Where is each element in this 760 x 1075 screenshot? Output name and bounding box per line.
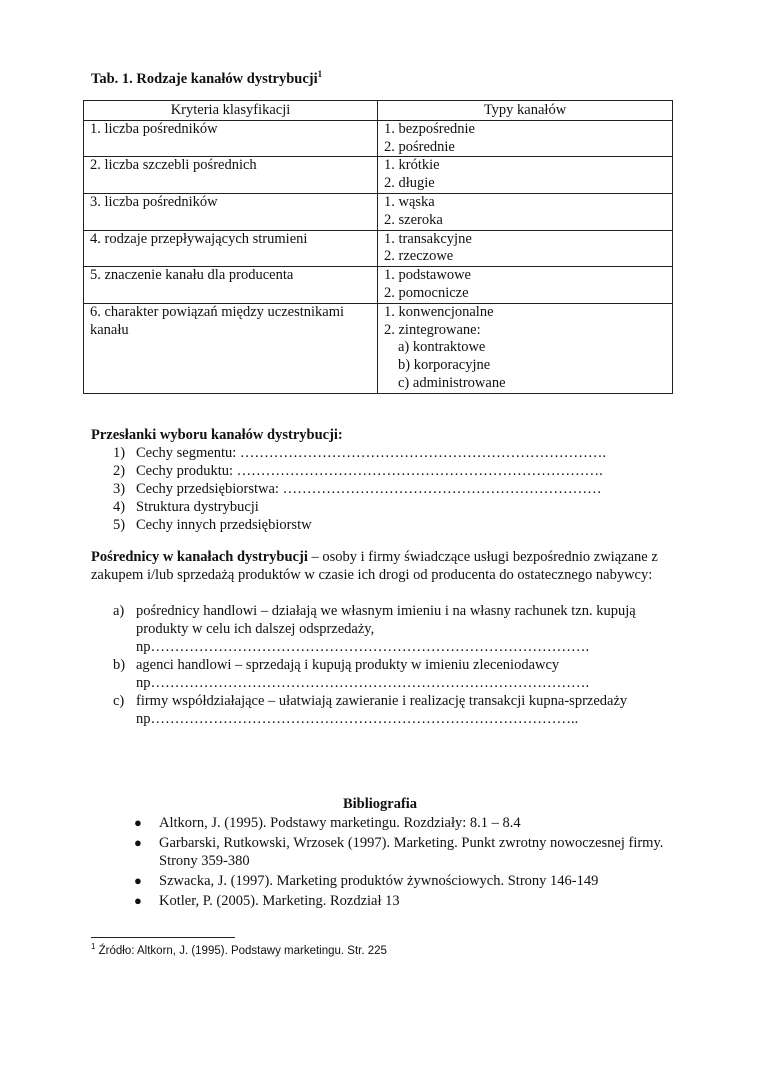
- list-item-text: firmy współdziałające – ułatwiają zawieranie i realizację transakcji kupna-sprzedaży: [136, 693, 628, 709]
- list-item-text: pośrednicy handlowi – działają we własnym imieniu i na własny rachunek tzn. kupują produkty w celu ich dalszej odsprzedaży,: [136, 603, 636, 637]
- list-item-text: agenci handlowi – sprzedają i kupują produkty w imieniu zleceniodawcy: [136, 657, 560, 673]
- posrednicy-list: [91, 602, 671, 728]
- subtype-item: b) korporacyjne: [398, 357, 491, 374]
- criterion-cell: 6. charakter powiązań między uczestnikami kanału: [84, 303, 378, 393]
- type-item: 2. pomocnicze: [384, 284, 469, 301]
- type-item: 1. krótkie: [384, 157, 440, 174]
- type-item: 2. pośrednie: [384, 138, 455, 155]
- types-cell: [378, 303, 673, 393]
- list-item-text: Cechy przedsiębiorstwa: …………………………………………………………: [136, 481, 602, 497]
- footnote-mark: 1: [91, 942, 96, 952]
- list-item: [91, 602, 671, 656]
- table-row: [84, 157, 673, 194]
- subtype-item: a) kontraktowe: [398, 339, 486, 356]
- list-item: [91, 516, 606, 534]
- bibliography-item: ● Altkorn, J. (1995). Podstawy marketingu. Rozdziały: 8.1 – 8.4: [134, 815, 521, 831]
- column-header-criteria: Kryteria klasyfikacji: [84, 101, 378, 121]
- bibliography-item: ● Garbarski, Rutkowski, Wrzosek (1997). Marketing. Punkt zwrotny nowoczesnej firmy. Strony 359-380: [134, 835, 664, 869]
- types-cell: [378, 230, 673, 267]
- table-caption: Tab. 1. Rodzaje kanałów dystrybucji$^1$: [91, 69, 323, 87]
- bullet-icon: ●: [134, 873, 142, 888]
- type-item: 1. podstawowe: [384, 267, 471, 284]
- type-item: 2. długie: [384, 175, 435, 192]
- table-row: [84, 230, 673, 267]
- list-letter: a): [113, 603, 125, 619]
- types-cell: [378, 157, 673, 194]
- list-item: [91, 444, 606, 462]
- table-row: [84, 193, 673, 230]
- section-heading-przeslanki: Przesłanki wyboru kanałów dystrybucji:: [91, 427, 343, 443]
- type-item: 1. konwencjonalne: [384, 303, 494, 320]
- table-header-row: [84, 101, 673, 121]
- posrednicy-definition: [91, 548, 671, 584]
- bullet-icon: ●: [134, 893, 142, 908]
- list-item: [91, 692, 671, 728]
- list-letter: c): [113, 693, 125, 709]
- type-item: 1. wąska: [384, 193, 435, 210]
- example-line: np……………………………………………………………………………….: [136, 675, 590, 691]
- bibliography-heading: Bibliografia: [342, 796, 418, 812]
- footnote-text: Źródło: Altkorn, J. (1995). Podstawy marketingu. Str. 225: [98, 945, 387, 957]
- subtype-item: c) administrowane: [398, 374, 506, 391]
- list-item: [91, 480, 606, 498]
- list-number: 1): [113, 445, 126, 461]
- list-item: [91, 656, 671, 692]
- list-item: [91, 498, 606, 516]
- bibliography-list: [130, 814, 670, 912]
- type-item: 2. rzeczowe: [384, 248, 454, 265]
- type-item: 1. transakcyjne: [384, 230, 472, 247]
- type-item: 2. zintegrowane:: [384, 321, 481, 338]
- footnote: [91, 944, 387, 959]
- criterion-cell: 4. rodzaje przepływających strumieni: [84, 230, 378, 267]
- list-number: 4): [113, 499, 126, 515]
- posrednicy-term: Pośrednicy w kanałach dystrybucji: [91, 549, 308, 565]
- bullet-icon: ●: [134, 835, 142, 850]
- footnote-reference[interactable]: 1: [317, 69, 323, 80]
- posrednicy-definition-text: – osoby i firmy świadczące usługi bezpośrednio związane z zakupem i/lub sprzedażą produktów w czasie ich drogi od producenta do ostatecznego nabywcy:: [91, 549, 658, 583]
- criterion-cell: 1. liczba pośredników: [84, 120, 378, 157]
- list-number: 5): [113, 517, 126, 533]
- list-item-text: Cechy innych przedsiębiorstw: [136, 517, 312, 533]
- criterion-cell: 3. liczba pośredników: [84, 193, 378, 230]
- list-letter: b): [113, 657, 126, 673]
- list-number: 2): [113, 463, 126, 479]
- bibliography-item: ● Kotler, P. (2005). Marketing. Rozdział 13: [134, 893, 400, 909]
- footnote-separator: [91, 937, 235, 938]
- type-item: 1. bezpośrednie: [384, 120, 475, 137]
- types-cell: [378, 267, 673, 304]
- list-number: 3): [113, 481, 126, 497]
- distribution-channels-table: [83, 100, 673, 394]
- table-row: [84, 267, 673, 304]
- types-cell: [378, 120, 673, 157]
- list-item-text: Cechy segmentu: ………………………………………………………………….: [136, 445, 607, 461]
- przeslanki-list: [91, 444, 606, 534]
- example-line: np……………………………………………………………………………..: [136, 711, 579, 727]
- bibliography-item: ● Szwacka, J. (1997). Marketing produktów żywnościowych. Strony 146-149: [134, 873, 599, 889]
- list-item: [91, 462, 606, 480]
- table-row: [84, 120, 673, 157]
- list-item-text: Cechy produktu: ………………………………………………………………….: [136, 463, 603, 479]
- column-header-types: Typy kanałów: [378, 101, 673, 121]
- type-item: 2. szeroka: [384, 211, 443, 228]
- table-row: [84, 303, 673, 393]
- bullet-icon: ●: [134, 815, 142, 830]
- types-cell: [378, 193, 673, 230]
- criterion-cell: 5. znaczenie kanału dla producenta: [84, 267, 378, 304]
- criterion-cell: 2. liczba szczebli pośrednich: [84, 157, 378, 194]
- example-line: np……………………………………………………………………………….: [136, 639, 590, 655]
- list-item-text: Struktura dystrybucji: [136, 499, 259, 515]
